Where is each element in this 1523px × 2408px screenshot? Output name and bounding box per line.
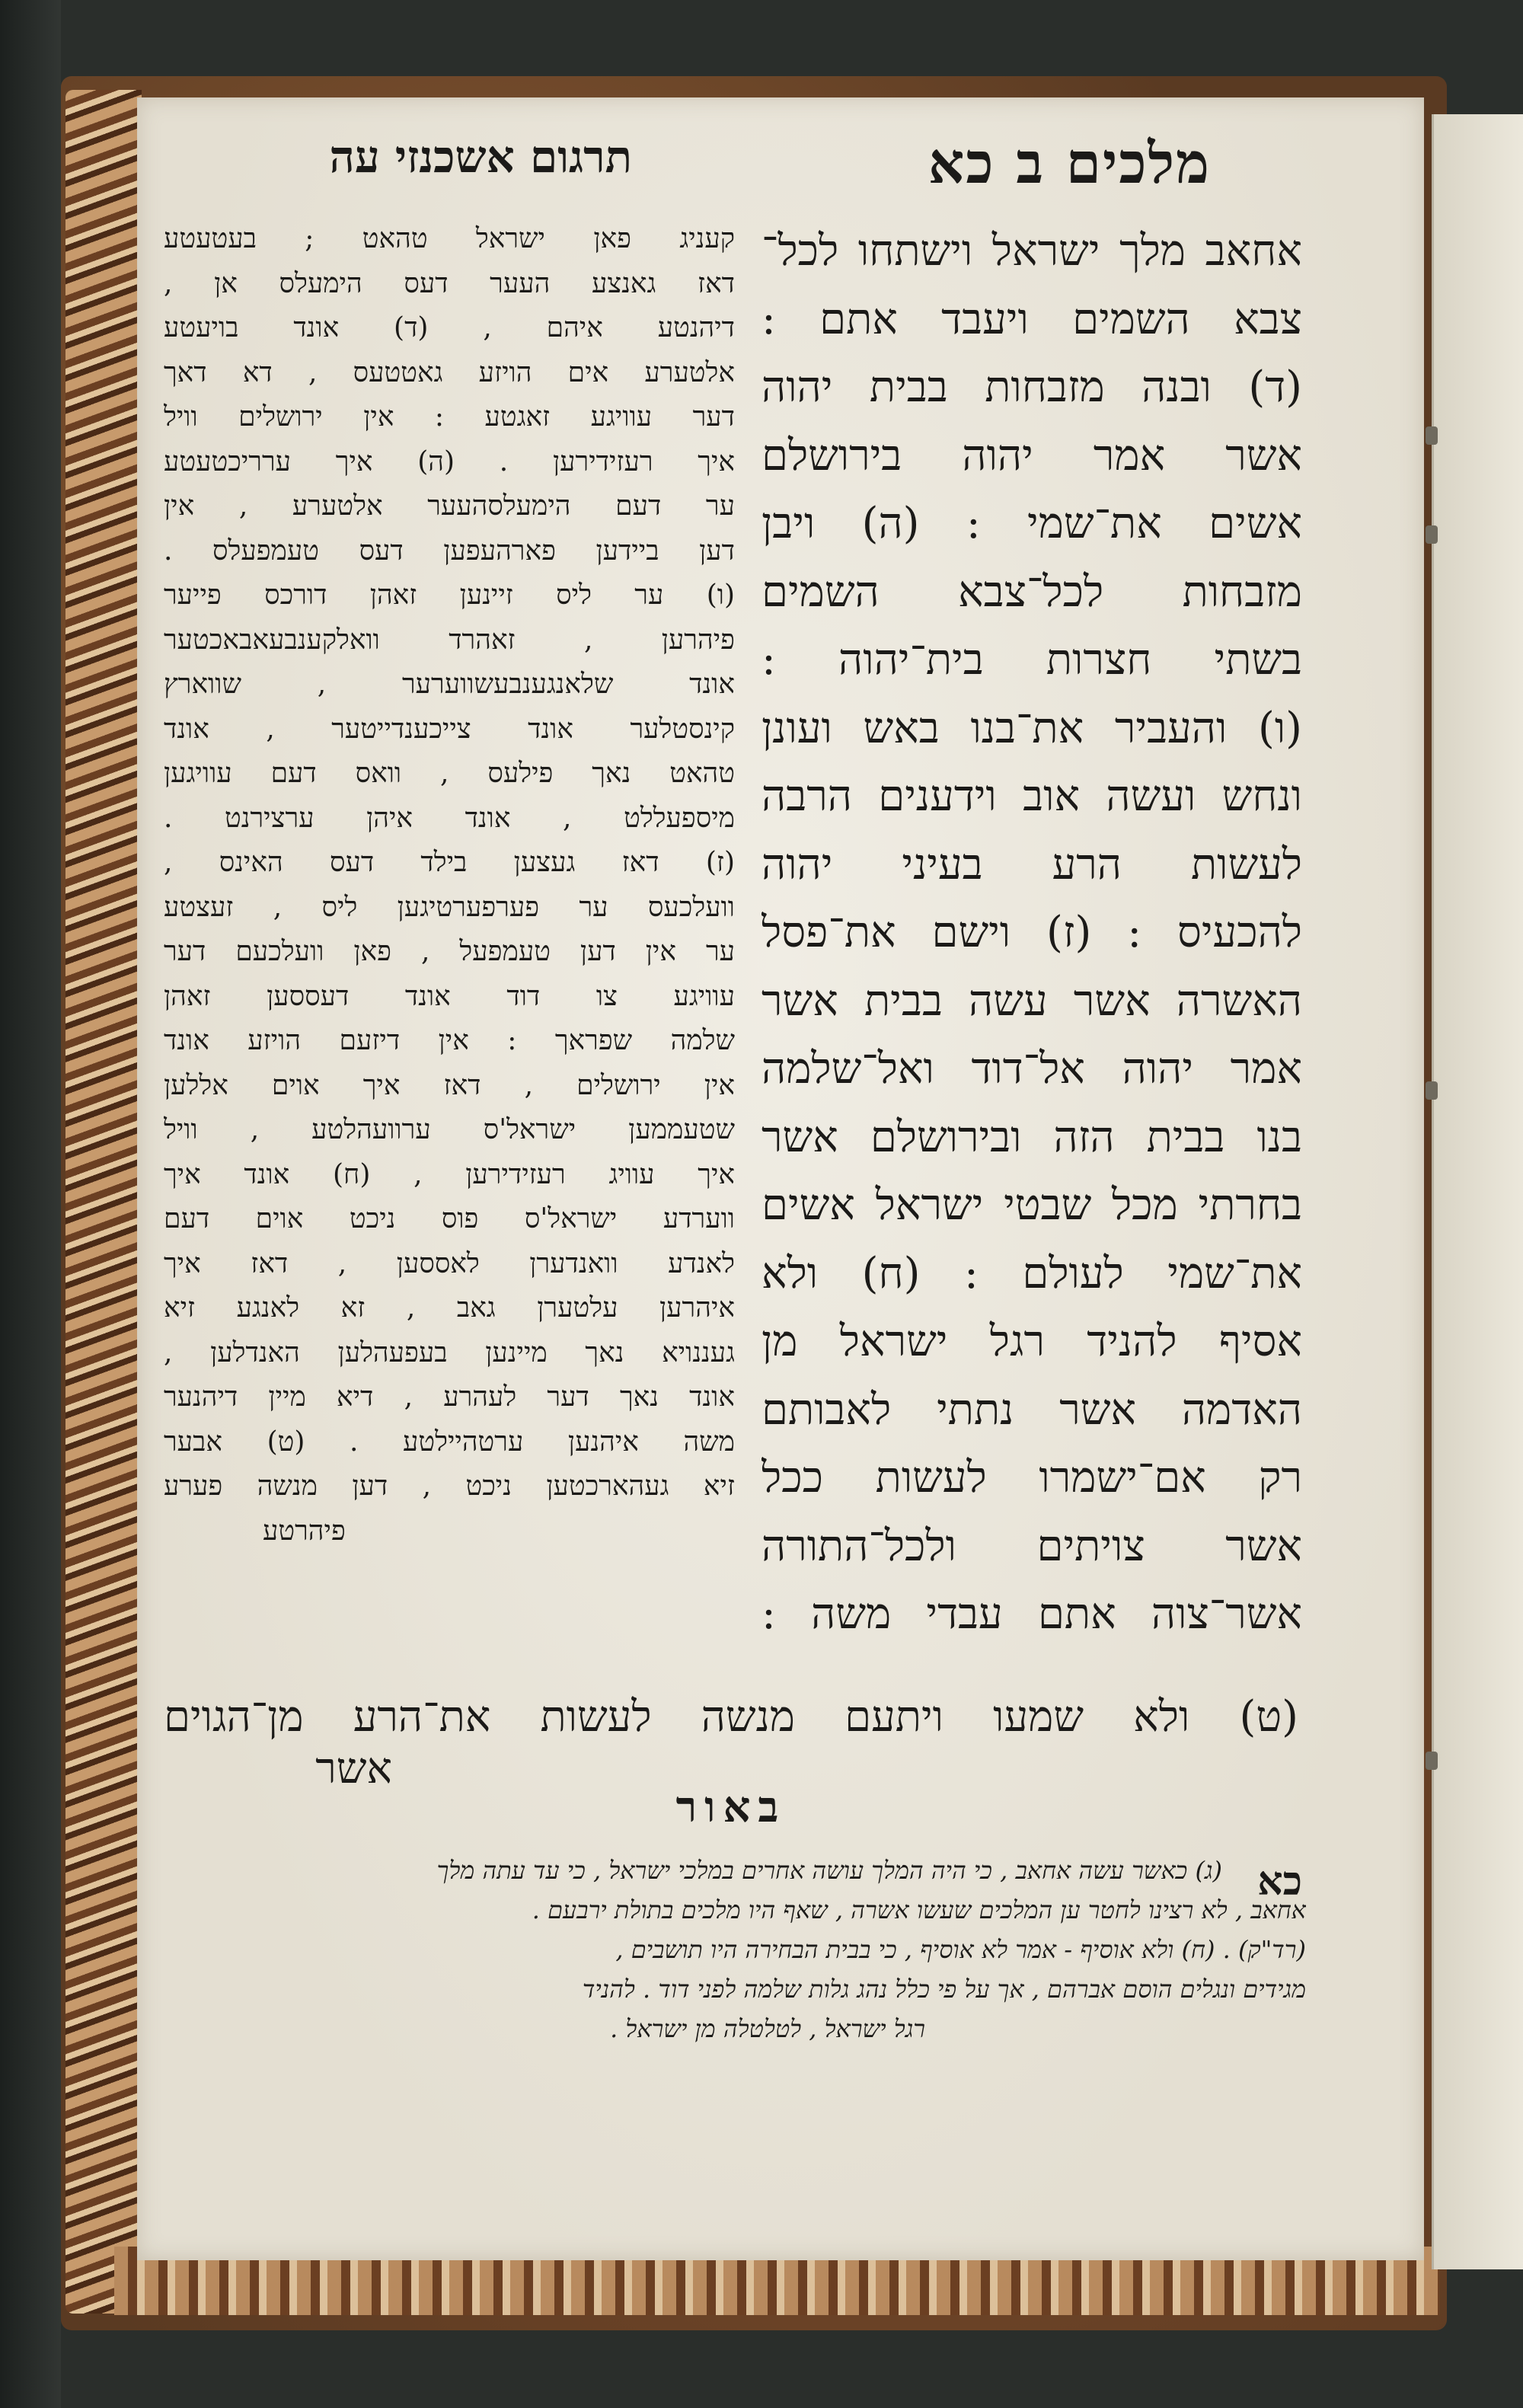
translation-line: מיספעללט , אונד איהן ערצירנט . (164, 802, 735, 834)
translation-line: שטעממען ישראל'ס ערוועהלטע , וויל (164, 1114, 735, 1145)
binding-stitch (1426, 525, 1438, 544)
commentary-line: רגל ישראל , לטלטלה מן ישראל . (610, 2014, 925, 2043)
translation-text-column (164, 217, 735, 1554)
translation-line: זיא געהארכטען ניכט , דען מנשה פערע (164, 1471, 735, 1502)
translation-line: איך עוויג רעזידירען , (ח) אונד איך (164, 1158, 735, 1190)
translation-line: איך רעזידירען . (ה) איך ערריכטעטע (164, 446, 735, 477)
translation-line: לאנדע וואנדערן לאססען , דאז איך (164, 1247, 735, 1279)
translation-line: אונד שלאנגענבעשווערער , שווארץ (164, 669, 735, 700)
hebrew-line: אמר יהוה אל־דוד ואל־שלמה (762, 1044, 1302, 1094)
full-width-verse-line: (ט) ולא שמעו ויתעם מנשה לעשות את־הרע מן־הגוים (164, 1692, 1298, 1742)
hebrew-line: אשר צויתים ולכל־התורה (762, 1521, 1302, 1571)
translation-line: פיהרען , זאהרד וואלקענבעאבאכטער (164, 624, 735, 656)
translation-line: דער עוויגע זאגטע : אין ירושלים וויל (164, 401, 735, 433)
hebrew-line: אסיף להניד רגל ישראל מן (762, 1317, 1302, 1366)
hebrew-line: בנו בבית הזה ובירושלם אשר (762, 1112, 1302, 1162)
hebrew-line: רק אם־ישמרו לעשות ככל (762, 1453, 1302, 1503)
hebrew-line: אשר אמר יהוה בירושלם (762, 430, 1302, 481)
binding-stitch (1426, 1081, 1438, 1100)
binding-stitch (1426, 426, 1438, 445)
hebrew-line: אשים את־שמי : (ה) ויבן (762, 499, 1302, 548)
hebrew-line: האדמה אשר נתתי לאבותם (762, 1384, 1302, 1435)
hebrew-line: ונחש ועשה אוב וידענים הרבה (762, 771, 1302, 821)
hebrew-line: מזבחות לכל־צבא השמים (762, 567, 1302, 617)
commentary-line: (ג) כאשר עשה אחאב , כי היה המלך עושה אחרים במלכי ישראל , כי עד עתה מלך (436, 1856, 1222, 1885)
translation-line: דען ביידען פארהעפען דעס טעמפעלס . (164, 535, 735, 567)
translation-line: טהאט נאך פילעס , וואס דעם עוויגען (164, 758, 735, 789)
commentary-block (171, 1851, 1306, 2049)
translation-line: (ו) ער ליס זיינען זאהן דורכס פייער (164, 580, 735, 611)
translation-line: אונד נאך דער לעהרע , דיא מיין דיהנער (164, 1381, 735, 1413)
translation-line: קינסטלער אונד צייכענדייטער , אונד (164, 713, 735, 745)
hebrew-line: צבא השמים ויעבד אתם : (762, 294, 1302, 344)
hebrew-line: אשר־צוה אתם עבדי משה : (762, 1589, 1302, 1639)
hebrew-text-column (762, 217, 1302, 1649)
translation-line: פיהרטע (263, 1515, 346, 1547)
translation-line: דאז גאנצע העער דעס הימעלס אן , (164, 267, 735, 299)
hebrew-line: בחרתי מכל שבטי ישראל אשים (762, 1180, 1302, 1230)
hebrew-line: האשרה אשר עשה בבית אשר (762, 976, 1302, 1026)
facing-page-edge (1432, 114, 1523, 2269)
translation-line: איהרען עלטערן גאב , זא לאנגע זיא (164, 1292, 735, 1324)
commentary-chapter: כא (1257, 1858, 1302, 1905)
translation-line: משה איהנען ערטהיילטע . (ט) אבער (164, 1426, 735, 1458)
hebrew-line: אחאב מלך ישראל וישתחו לכל־ (762, 226, 1302, 276)
running-header-translation: תרגום אשכנזי עה (329, 131, 632, 183)
background (0, 0, 61, 2408)
binding-stitch (1426, 1752, 1438, 1770)
commentary-line: אחאב , לא רצינו לחטר ען המלכים שעשו אשרה , שאף היו מלכים בתולת ירבעם . (532, 1895, 1306, 1924)
commentary-line: (רד"ק) . (ח) ולא אוסיף - אמר לא אוסיף , כי בבית הבחירה היו תושבים , (615, 1935, 1306, 1964)
marbled-edge (65, 90, 142, 2314)
translation-line: ער דעם הימעלסהעער אלטערע , אין (164, 490, 735, 522)
commentary-title: באור (675, 1782, 787, 1832)
translation-line: (ז) דאז געצען בילד דעס האינס , (164, 847, 735, 878)
translation-line: עוויגע צו דוד אונד דעססען זאהן (164, 980, 735, 1012)
full-width-verse-continuation: אשר (315, 1744, 392, 1793)
translation-line: שלמה שפראך : אין דיזעם הויזע אונד (164, 1025, 735, 1056)
hebrew-line: (ד) ובנה מזבחות בבית יהוה (762, 362, 1302, 412)
translation-line: וועלכעס ער פערפערטיגען ליס , זעצטע (164, 891, 735, 923)
translation-line: דיהנטע איהם , (ד) אונד בויעטע (164, 312, 735, 343)
translation-line: געננויא נאך מיינען בעפעהלען האנדלען , (164, 1337, 735, 1368)
commentary-line: מגידים ונגלים הוסם אברהם , אך על פי כלל נהג גלות שלמה לפני דוד . להניד (582, 1975, 1306, 2004)
hebrew-line: את־שמי לעולם : (ח) ולא (762, 1248, 1302, 1298)
translation-line: ווערדע ישראל'ס פוס ניכט אוים דעם (164, 1203, 735, 1234)
hebrew-line: להכעיס : (ז) וישם את־פסל (762, 908, 1302, 957)
hebrew-line: לעשות הרע בעיני יהוה (762, 839, 1302, 889)
translation-line: אלטערע אים הויזע גאטטעס , דא דאך (164, 356, 735, 388)
hebrew-line: (ו) והעביר את־בנו באש ועונן (762, 703, 1302, 753)
running-header-book: מלכים ב כא (928, 131, 1211, 196)
translation-line: קעניג פאן ישראל טהאט ; בעטעטע (164, 223, 735, 254)
translation-line: ער אין דען טעמפעל , פאן וועלכעם דער (164, 936, 735, 967)
translation-line: אין ירושלים , דאז איך אוים אללען (164, 1069, 735, 1101)
hebrew-line: בשתי חצרות בית־יהוה : (762, 635, 1302, 685)
